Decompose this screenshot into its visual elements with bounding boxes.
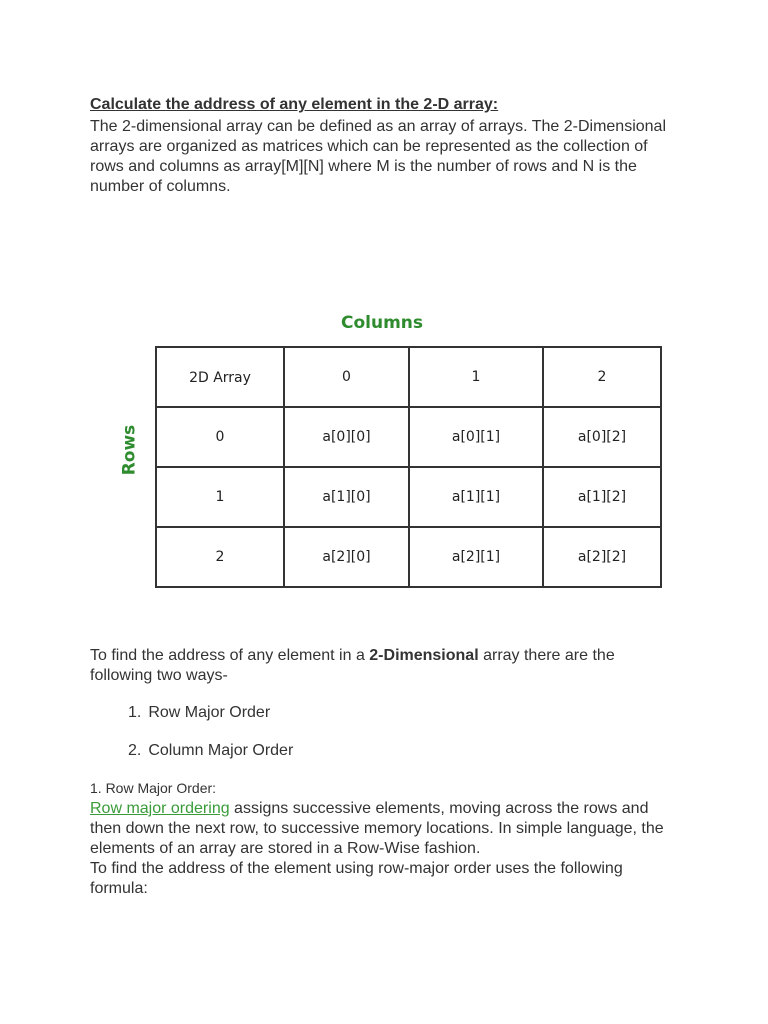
table-cell: a[1][0] <box>284 467 409 527</box>
table-cell: a[0][2] <box>543 407 661 467</box>
array-diagram-table <box>155 346 662 588</box>
list-number: 1. <box>128 704 142 721</box>
rows-axis-label: Rows <box>119 424 140 476</box>
table-row <box>156 527 661 587</box>
intro-paragraph: The 2-dimensional array can be defined as an array of arrays. The 2-Dimensional arrays are organized as matrices which can be represented as the collection of rows and columns as array[M][N] where M is the number of rows and N is the number of columns. <box>90 118 666 195</box>
row-major-ordering-link[interactable]: Row major ordering <box>90 800 230 817</box>
table-header-cell: 0 <box>284 347 409 407</box>
list-label: Column Major Order <box>148 742 294 759</box>
table-cell: a[2][2] <box>543 527 661 587</box>
table-cell: a[0][1] <box>409 407 543 467</box>
list-item <box>128 704 270 722</box>
row-index-cell: 1 <box>156 467 284 527</box>
row-major-text: assigns successive elements, moving across the rows and then down the next row, to successive memory locations. In simple language, the elements of an array are stored in a Row-Wise fashion. <box>90 800 664 857</box>
table-cell: a[2][0] <box>284 527 409 587</box>
table-header-cell: 2D Array <box>156 347 284 407</box>
row-index-cell: 2 <box>156 527 284 587</box>
ways-paragraph <box>90 646 680 686</box>
table-cell: a[2][1] <box>409 527 543 587</box>
table-header-row <box>156 347 661 407</box>
table-row <box>156 407 661 467</box>
table-header-cell: 2 <box>543 347 661 407</box>
row-major-title: 1. Row Major Order: <box>90 780 217 796</box>
table-cell: a[1][1] <box>409 467 543 527</box>
section-heading: Calculate the address of any element in the 2-D array: <box>90 96 499 113</box>
row-major-formula-intro: To find the address of the element using row-major order uses the following formula: <box>90 860 623 897</box>
table-header-cell: 1 <box>409 347 543 407</box>
row-major-paragraph <box>90 799 680 899</box>
table-row <box>156 467 661 527</box>
ways-suffix: array there are the following two ways- <box>90 647 615 684</box>
ways-prefix: To find the address of any element in a <box>90 647 370 664</box>
ways-bold-term: 2-Dimensional <box>369 647 479 664</box>
columns-axis-label: Columns <box>341 313 424 333</box>
list-number: 2. <box>128 742 142 759</box>
row-index-cell: 0 <box>156 407 284 467</box>
table-cell: a[0][0] <box>284 407 409 467</box>
list-label: Row Major Order <box>148 704 271 721</box>
table-cell: a[1][2] <box>543 467 661 527</box>
list-item <box>128 742 293 760</box>
